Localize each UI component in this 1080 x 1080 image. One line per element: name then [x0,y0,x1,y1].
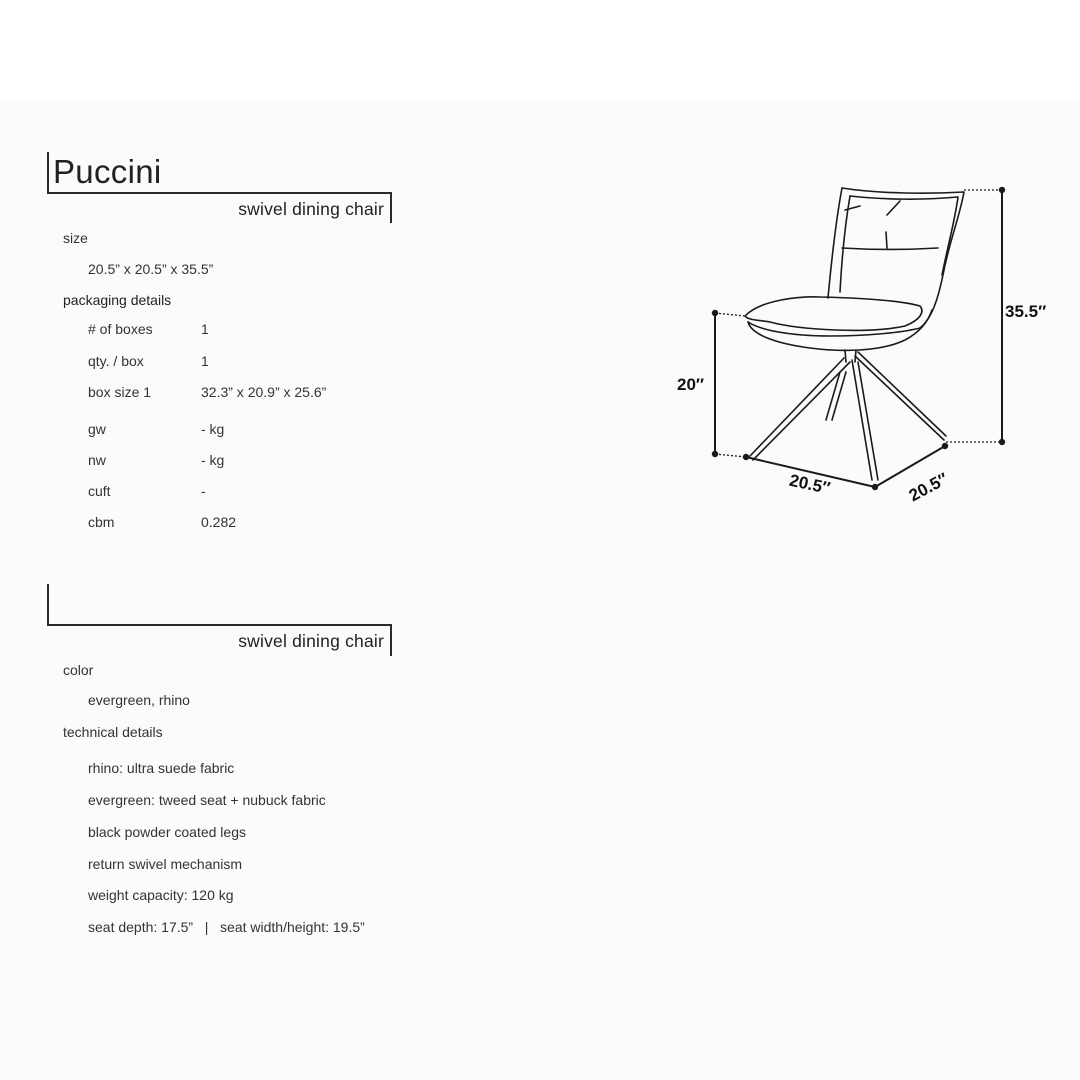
size-label: size [63,230,88,246]
packaging-row-value: 1 [201,353,209,369]
tech-item: weight capacity: 120 kg [88,887,234,903]
packaging-row-label: box size 1 [88,384,152,400]
section2-underline [47,624,392,626]
packaging-row-label: nw [88,452,106,468]
packaging-row-label: gw [88,421,106,437]
section2-bracket-left [47,584,49,626]
tech-item: evergreen: tweed seat + nubuck fabric [88,792,326,808]
section2-subtitle: swivel dining chair [238,631,384,651]
dim-width-label: 20.5″ [787,470,832,498]
packaging-row-value: - [201,483,206,499]
technical-details-label: technical details [63,724,163,740]
packaging-row-value: 1 [201,321,209,337]
packaging-row-value: 32.3” x 20.9” x 25.6” [201,384,327,400]
product-title: Puccini [53,153,162,190]
dim-height-label: 35.5″ [1005,302,1047,321]
title-underline [47,192,392,194]
dim-depth-label: 20.5″ [905,469,952,506]
packaging-label: packaging details [63,292,172,308]
tech-item: seat depth: 17.5” | seat width/height: 19.5” [88,919,365,935]
subtitle-bracket-right [390,192,392,223]
chair-drawing [660,170,1080,510]
color-label: color [63,662,94,678]
packaging-row-label: # of boxes [88,321,153,337]
tech-item: return swivel mechanism [88,856,243,872]
packaging-row-label: cuft [88,483,111,499]
dim-seat-height-label: 20″ [677,375,705,394]
packaging-row-value: 0.282 [201,514,237,530]
tech-item: black powder coated legs [88,824,246,840]
packaging-row-label: qty. / box [88,353,144,369]
tech-item: rhino: ultra suede fabric [88,760,235,776]
packaging-row-value: - kg [201,452,225,468]
section2-bracket-right [390,624,392,656]
product-subtitle: swivel dining chair [238,199,384,219]
title-bracket-left [47,152,49,193]
packaging-row-value: - kg [201,421,225,437]
color-value: evergreen, rhino [88,692,190,708]
size-value: 20.5” x 20.5” x 35.5” [88,261,214,277]
packaging-row-label: cbm [88,514,115,530]
